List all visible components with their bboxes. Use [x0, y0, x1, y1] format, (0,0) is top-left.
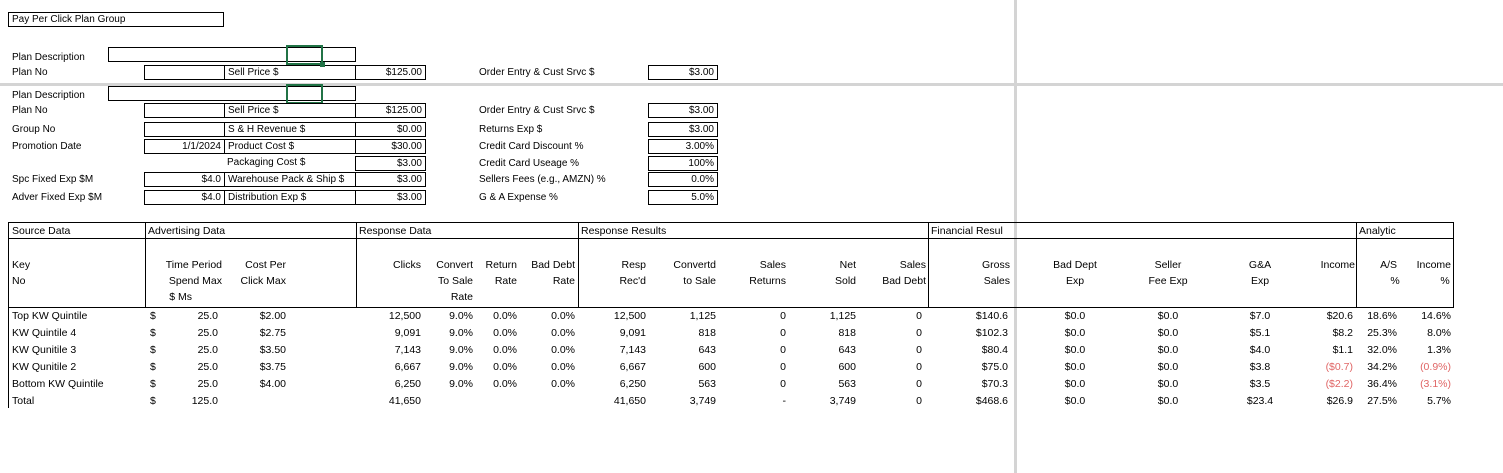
table-row-2-clicks[interactable]: 7,143 — [394, 344, 421, 356]
plan-description-label-2: Plan Description — [12, 90, 85, 101]
promotion-date-label: Promotion Date — [12, 141, 82, 152]
mid-value-packaging-cost[interactable]: $3.00 — [355, 156, 426, 171]
order-entry-label: Order Entry & Cust Srvc $ — [479, 67, 595, 78]
table-row-0-seller[interactable]: $0.0 — [1157, 310, 1179, 322]
table-row-2-cur[interactable]: $ — [150, 344, 156, 356]
table-row-0-cpc[interactable]: $2.00 — [259, 310, 286, 322]
table-row-total-seller[interactable]: $0.0 — [1157, 395, 1179, 407]
table-row-1-net[interactable]: 818 — [838, 327, 856, 339]
table-row-4-convd[interactable]: 563 — [698, 378, 716, 390]
table-row-0-as[interactable]: 18.6% — [1367, 310, 1397, 322]
table-row-1-seller[interactable]: $0.0 — [1157, 327, 1179, 339]
hdr-income: Income — [1320, 259, 1355, 271]
table-row-total-sbad[interactable]: 0 — [916, 395, 922, 407]
table-row-3-incpct[interactable]: (0.9%) — [1420, 361, 1451, 373]
table-row-2-incpct[interactable]: 1.3% — [1427, 344, 1451, 356]
mid-label-packaging-cost: Packaging Cost $ — [227, 157, 306, 168]
table-row-0-resp[interactable]: 12,500 — [613, 310, 646, 322]
table-row-1-clicks[interactable]: 9,091 — [394, 327, 421, 339]
table-row-1-cur[interactable]: $ — [150, 327, 156, 339]
table-row-2-resp[interactable]: 7,143 — [619, 344, 646, 356]
table-row-3-cur[interactable]: $ — [150, 361, 156, 373]
section-response-data: Response Data — [359, 225, 432, 237]
table-row-0-ret[interactable]: 0.0% — [493, 310, 517, 322]
table-row-4-sbad[interactable]: 0 — [916, 378, 922, 390]
table-row-3-gross[interactable]: $75.0 — [981, 361, 1008, 373]
hdr-ga: G&A — [1248, 259, 1272, 271]
table-row-2-bad[interactable]: 0.0% — [551, 344, 575, 356]
table-row-3-name[interactable]: KW Qunitile 2 — [12, 361, 77, 373]
right-label-sellers-fees: Sellers Fees (e.g., AMZN) % — [479, 174, 606, 185]
table-row-0-bdexp[interactable]: $0.0 — [1064, 310, 1086, 322]
section-financial-results: Financial Resul — [931, 225, 1003, 237]
hdr-income-pct-sym: % — [1440, 275, 1450, 287]
table-row-2-as[interactable]: 32.0% — [1367, 344, 1397, 356]
hdr-returns: Returns — [749, 275, 786, 287]
table-row-1-bad[interactable]: 0.0% — [551, 327, 575, 339]
group-no-input[interactable] — [144, 122, 225, 137]
hdr-convertd: Convertd — [673, 259, 716, 271]
table-row-total-clicks[interactable]: 41,650 — [388, 395, 421, 407]
table-row-2-ret[interactable]: 0.0% — [493, 344, 517, 356]
table-row-2-sbad[interactable]: 0 — [916, 344, 922, 356]
plan-no-label: Plan No — [12, 67, 48, 78]
mid-value-sh-revenue[interactable]: $0.00 — [355, 122, 426, 137]
sell-price-value[interactable]: $125.00 — [355, 65, 426, 80]
table-row-2-seller[interactable]: $0.0 — [1157, 344, 1179, 356]
table-row-3-convd[interactable]: 600 — [698, 361, 716, 373]
section-advertising-data: Advertising Data — [148, 225, 226, 237]
hdr-fee-exp: Fee Exp — [1148, 275, 1188, 287]
selected-cell[interactable] — [286, 45, 323, 65]
table-row-3-sret[interactable]: 0 — [780, 361, 786, 373]
hdr-as-pct: % — [1390, 275, 1400, 287]
table-row-total-name[interactable]: Total — [12, 395, 35, 407]
table-row-0-income[interactable]: $20.6 — [1326, 310, 1353, 322]
freeze-pane-vertical — [1014, 0, 1017, 473]
plan-no-input[interactable] — [144, 65, 225, 80]
mid-label-distribution: Distribution Exp $ — [224, 190, 356, 205]
table-row-4-ret[interactable]: 0.0% — [493, 378, 517, 390]
hdr-ms: $ Ms — [169, 291, 192, 303]
right-value-sellers-fees[interactable]: 0.0% — [648, 172, 718, 187]
hdr-cost-per: Cost Per — [245, 259, 286, 271]
table-row-total-sret[interactable]: - — [782, 395, 786, 407]
table-row-0-sret[interactable]: 0 — [780, 310, 786, 322]
hdr-sales: Sales — [759, 259, 786, 271]
right-value-cc-discount[interactable]: 3.00% — [648, 139, 718, 154]
table-row-0-incpct[interactable]: 14.6% — [1421, 310, 1451, 322]
plan-no-label-2: Plan No — [12, 105, 48, 116]
hdr-bad-debt: Bad Debt — [531, 259, 575, 271]
table-row-0-gross[interactable]: $140.6 — [975, 310, 1008, 322]
hdr-rate: Rate — [450, 291, 473, 303]
col-divider — [1356, 222, 1357, 308]
mid-label-product-cost: Product Cost $ — [224, 139, 356, 154]
right-value-returns[interactable]: $3.00 — [648, 122, 718, 137]
table-row-total-resp[interactable]: 41,650 — [613, 395, 646, 407]
table-row-total-gross[interactable]: $468.6 — [975, 395, 1008, 407]
table-row-4-bdexp[interactable]: $0.0 — [1064, 378, 1086, 390]
table-row-2-net[interactable]: 643 — [838, 344, 856, 356]
group-no-label: Group No — [12, 124, 56, 135]
table-row-4-income[interactable]: ($2.2) — [1325, 378, 1353, 390]
table-row-1-sret[interactable]: 0 — [780, 327, 786, 339]
hdr-ga-exp: Exp — [1250, 275, 1270, 287]
table-row-3-sbad[interactable]: 0 — [916, 361, 922, 373]
right-value-order-entry[interactable]: $3.00 — [648, 103, 718, 118]
table-row-4-seller[interactable]: $0.0 — [1157, 378, 1179, 390]
table-row-1-ret[interactable]: 0.0% — [493, 327, 517, 339]
table-row-total-incpct[interactable]: 5.7% — [1427, 395, 1451, 407]
adver-fixed-label: Adver Fixed Exp $M — [12, 192, 103, 203]
spc-fixed-label: Spc Fixed Exp $M — [12, 174, 94, 185]
table-row-4-gross[interactable]: $70.3 — [981, 378, 1008, 390]
table-row-3-income[interactable]: ($0.7) — [1325, 361, 1353, 373]
mid-value-sell-price[interactable]: $125.00 — [355, 103, 426, 118]
col-divider — [928, 222, 929, 308]
mid-label-sh-revenue: S & H Revenue $ — [224, 122, 356, 137]
table-row-2-spend[interactable]: 25.0 — [197, 344, 218, 356]
table-row-1-sbad[interactable]: 0 — [916, 327, 922, 339]
table-row-2-sret[interactable]: 0 — [780, 344, 786, 356]
table-row-total-ga[interactable]: $23.4 — [1246, 395, 1274, 407]
table-row-0-clicks[interactable]: 12,500 — [388, 310, 421, 322]
right-value-cc-useage[interactable]: 100% — [648, 156, 718, 171]
table-row-4-clicks[interactable]: 6,250 — [394, 378, 421, 390]
table-row-2-ga[interactable]: $4.0 — [1249, 344, 1271, 356]
right-label-ga-expense: G & A Expense % — [479, 192, 558, 203]
table-row-0-convd[interactable]: 1,125 — [689, 310, 716, 322]
table-row-3-net[interactable]: 600 — [838, 361, 856, 373]
table-row-4-ga[interactable]: $3.5 — [1249, 378, 1271, 390]
table-row-1-gross[interactable]: $102.3 — [975, 327, 1008, 339]
section-row-border — [8, 238, 1454, 239]
fill-handle[interactable] — [320, 62, 325, 67]
right-label-order-entry: Order Entry & Cust Srvc $ — [479, 105, 595, 116]
sell-price-label: Sell Price $ — [224, 65, 356, 80]
hdr-gross: Gross — [981, 259, 1010, 271]
section-source-data: Source Data — [12, 225, 71, 237]
spc-fixed-input[interactable]: $4.0 — [144, 172, 225, 187]
table-row-3-cpc[interactable]: $3.75 — [259, 361, 286, 373]
table-row-4-incpct[interactable]: (3.1%) — [1420, 378, 1451, 390]
table-row-total-bdexp[interactable]: $0.0 — [1064, 395, 1086, 407]
hdr-bad-dept-exp: Exp — [1065, 275, 1085, 287]
hdr-clicks: Clicks — [393, 259, 421, 271]
adver-fixed-input[interactable]: $4.0 — [144, 190, 225, 205]
hdr-to-sale: To Sale — [437, 275, 473, 287]
table-row-4-bad[interactable]: 0.0% — [551, 378, 575, 390]
header-bottom-border — [8, 307, 1454, 308]
group-title[interactable]: Pay Per Click Plan Group — [8, 12, 224, 27]
table-row-3-resp[interactable]: 6,667 — [619, 361, 646, 373]
hdr-no: No — [12, 275, 26, 287]
mid-label-warehouse: Warehouse Pack & Ship $ — [224, 172, 356, 187]
table-row-1-bdexp[interactable]: $0.0 — [1064, 327, 1086, 339]
table-row-1-as[interactable]: 25.3% — [1367, 327, 1397, 339]
table-row-0-bad[interactable]: 0.0% — [551, 310, 575, 322]
table-row-0-conv[interactable]: 9.0% — [449, 310, 473, 322]
table-row-0-spend[interactable]: 25.0 — [197, 310, 218, 322]
table-row-3-ga[interactable]: $3.8 — [1249, 361, 1271, 373]
section-response-results: Response Results — [581, 225, 667, 237]
table-row-4-name[interactable]: Bottom KW Quintile — [12, 378, 104, 390]
table-row-1-resp[interactable]: 9,091 — [619, 327, 646, 339]
hdr-sales-2: Sales — [899, 259, 926, 271]
hdr-time-period: Time Period — [165, 259, 222, 271]
table-row-4-sret[interactable]: 0 — [780, 378, 786, 390]
table-row-1-name[interactable]: KW Quintile 4 — [12, 327, 77, 339]
right-label-returns: Returns Exp $ — [479, 124, 543, 135]
selected-cell-2[interactable] — [286, 84, 323, 104]
table-row-1-incpct[interactable]: 8.0% — [1427, 327, 1451, 339]
table-row-2-gross[interactable]: $80.4 — [981, 344, 1008, 356]
promotion-date-input[interactable]: 1/1/2024 — [144, 139, 225, 154]
table-top-border — [8, 222, 1454, 223]
hdr-recd: Rec'd — [619, 275, 646, 287]
table-row-3-bdexp[interactable]: $0.0 — [1064, 361, 1086, 373]
table-row-4-resp[interactable]: 6,250 — [619, 378, 646, 390]
table-row-1-income[interactable]: $8.2 — [1332, 327, 1353, 339]
table-row-4-spend[interactable]: 25.0 — [197, 378, 218, 390]
plan-no-input-2[interactable] — [144, 103, 225, 118]
table-row-total-spend[interactable]: 125.0 — [191, 395, 218, 407]
table-row-1-cpc[interactable]: $2.75 — [259, 327, 286, 339]
table-row-3-conv[interactable]: 9.0% — [449, 361, 473, 373]
hdr-bad-dept: Bad Dept — [1053, 259, 1097, 271]
hdr-bad-debt-rate: Rate — [552, 275, 575, 287]
right-value-ga-expense[interactable]: 5.0% — [648, 190, 718, 205]
mid-value-distribution[interactable]: $3.00 — [355, 190, 426, 205]
table-row-total-as[interactable]: 27.5% — [1367, 395, 1397, 407]
table-row-1-spend[interactable]: 25.0 — [197, 327, 218, 339]
table-row-0-net[interactable]: 1,125 — [829, 310, 856, 322]
table-row-total-net[interactable]: 3,749 — [829, 395, 856, 407]
hdr-income-pct: Income — [1416, 259, 1451, 271]
hdr-return: Return — [485, 259, 517, 271]
hdr-net: Net — [839, 259, 856, 271]
table-row-4-conv[interactable]: 9.0% — [449, 378, 473, 390]
hdr-convert: Convert — [436, 259, 473, 271]
table-row-3-ret[interactable]: 0.0% — [493, 361, 517, 373]
table-row-total-convd[interactable]: 3,749 — [689, 395, 716, 407]
table-row-0-sbad[interactable]: 0 — [916, 310, 922, 322]
table-row-3-clicks[interactable]: 6,667 — [394, 361, 421, 373]
table-row-3-seller[interactable]: $0.0 — [1157, 361, 1179, 373]
col-divider — [578, 222, 579, 308]
table-row-3-bad[interactable]: 0.0% — [551, 361, 575, 373]
table-row-1-conv[interactable]: 9.0% — [449, 327, 473, 339]
hdr-gross-sales: Sales — [983, 275, 1010, 287]
hdr-as: A/S — [1380, 259, 1397, 271]
hdr-sold: Sold — [834, 275, 856, 287]
hdr-seller: Seller — [1154, 259, 1182, 271]
plan-description-label: Plan Description — [12, 52, 85, 63]
table-row-0-cur[interactable]: $ — [150, 310, 156, 322]
hdr-to-sale-2: to Sale — [683, 275, 716, 287]
table-row-4-cpc[interactable]: $4.00 — [259, 378, 286, 390]
table-row-total-cur[interactable]: $ — [150, 395, 156, 407]
table-row-1-ga[interactable]: $5.1 — [1249, 327, 1271, 339]
table-row-4-cur[interactable]: $ — [150, 378, 156, 390]
table-row-0-name[interactable]: Top KW Quintile — [12, 310, 88, 322]
section-analytic: Analytic — [1359, 225, 1396, 237]
table-row-2-name[interactable]: KW Qunitile 3 — [12, 344, 77, 356]
table-row-2-income[interactable]: $1.1 — [1332, 344, 1353, 356]
order-entry-value[interactable]: $3.00 — [648, 65, 718, 80]
table-row-1-convd[interactable]: 818 — [698, 327, 716, 339]
hdr-resp: Resp — [621, 259, 646, 271]
table-row-2-bdexp[interactable]: $0.0 — [1064, 344, 1086, 356]
table-row-4-as[interactable]: 36.4% — [1367, 378, 1397, 390]
mid-label-sell-price: Sell Price $ — [224, 103, 356, 118]
table-row-3-spend[interactable]: 25.0 — [197, 361, 218, 373]
table-row-2-conv[interactable]: 9.0% — [449, 344, 473, 356]
table-left-border — [8, 222, 9, 408]
hdr-key: Key — [12, 259, 31, 271]
mid-value-warehouse[interactable]: $3.00 — [355, 172, 426, 187]
hdr-bad-debt-2: Bad Debt — [882, 275, 926, 287]
table-right-border — [1453, 222, 1454, 308]
mid-value-product-cost[interactable]: $30.00 — [355, 139, 426, 154]
hdr-spend-max: Spend Max — [168, 275, 222, 287]
table-row-0-ga[interactable]: $7.0 — [1249, 310, 1271, 322]
table-row-2-cpc[interactable]: $3.50 — [259, 344, 286, 356]
table-row-4-net[interactable]: 563 — [838, 378, 856, 390]
table-row-3-as[interactable]: 34.2% — [1367, 361, 1397, 373]
right-label-cc-useage: Credit Card Useage % — [479, 158, 580, 169]
table-row-total-income[interactable]: $26.9 — [1326, 395, 1353, 407]
hdr-return-rate: Rate — [494, 275, 517, 287]
right-label-cc-discount: Credit Card Discount % — [479, 141, 584, 152]
table-row-2-convd[interactable]: 643 — [698, 344, 716, 356]
hdr-click-max: Click Max — [240, 275, 286, 287]
